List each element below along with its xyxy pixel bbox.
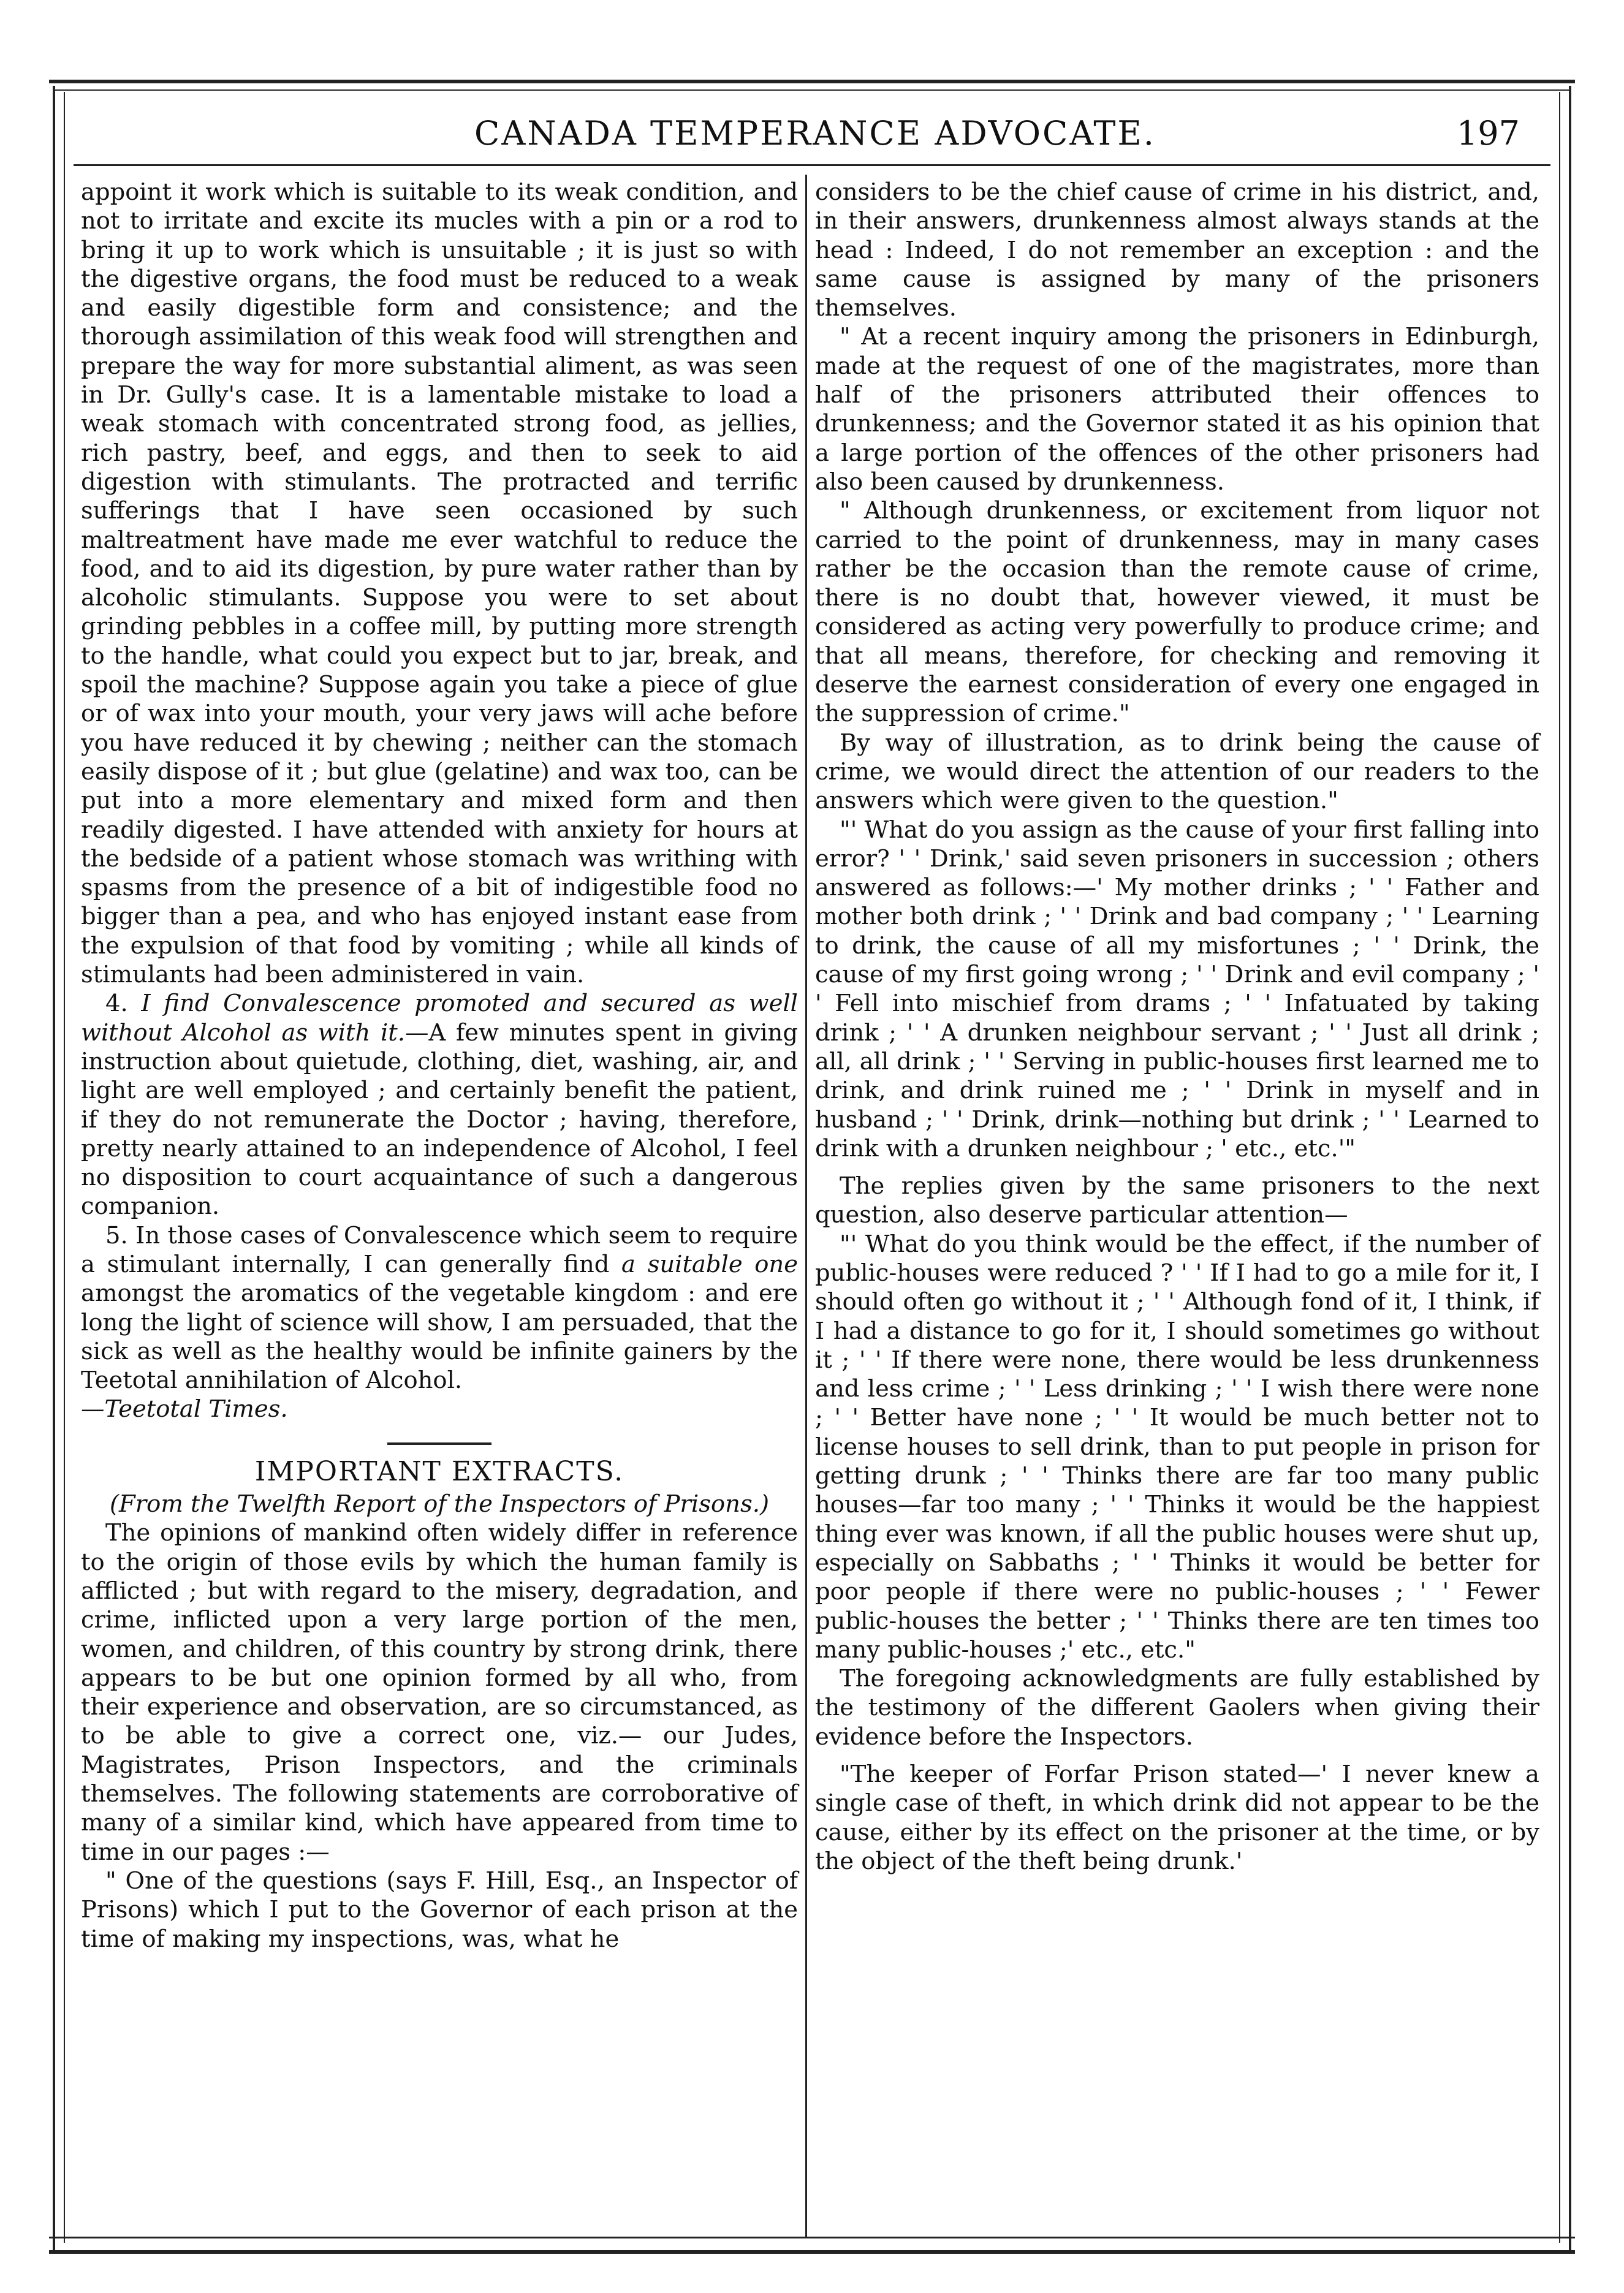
paragraph: considers to be the chief cause of crime in his district, and, in their answers, drunkenness almost always stands at the head : Indeed, I do not remember an exception : and the same cause is assigned by many of the prisoners themselves.: [815, 178, 1539, 322]
header-rule: [74, 164, 1550, 166]
point-heading: I find Convalescence promoted and secured as well without Alcohol as with it.: [81, 990, 798, 1047]
top-border-rule-inner: [55, 89, 1569, 91]
source-text: —Teetotal Times.: [81, 1395, 288, 1423]
paragraph: The replies given by the same prisoners to the next question, also deserve particular attention—: [815, 1172, 1539, 1229]
section-divider: [387, 1442, 491, 1445]
point-text: —A few minutes spent in giving instruction about quietude, clothing, diet, washing, air, and light are well employed ; and certainly benefit the patient, if they do not remunerate the Doctor ; having, therefore, pretty nearly attained to an independence of Alcohol, I feel no disposition to court acquaintance of such a dangerous companion.: [81, 1018, 798, 1221]
paragraph: "The keeper of Forfar Prison stated—' I never knew a single case of theft, in which drink did not appear to be the cause, either by its effect on the prisoner at the time, or by the object of the theft being drunk.': [815, 1760, 1539, 1875]
left-border-rule-inner: [64, 92, 65, 2243]
publication-title: CANADA TEMPERANCE ADVOCATE.: [474, 114, 1156, 153]
point-text: 5. In those cases of Convalescence which seem to require a stimulant internally, I can generally find: [81, 1221, 798, 1278]
paragraph: appoint it work which is suitable to its weak condition, and not to irritate and excite its mucles with a pin or a rod to bring it up to work which is unsuitable ; it is just so with the digestive organs, the food must be reduced to a weak and easily digestible form and consistence; and the thorough assimilation of this weak food will strengthen and prepare the way for more substantial aliment, as was seen in Dr. Gully's case. It is a lamentable mistake to load a weak stomach with concentrated strong food, as jellies, rich pastry, beef, and eggs, and then to seek to aid digestion with stimulants. The protracted and terrific sufferings that I have seen occasioned by such maltreatment have made me ever watchful to reduce the food, and to aid its digestion, by pure water rather than by alcoholic stimulants. Suppose you were to set about grinding pebbles in a coffee mill, by putting more strength to the handle, what could you expect but to jar, break, and spoil the machine? Suppose again you take a piece of glue or of wax into your mouth, your very jaws will ache before you have reduced it by chewing ; neither can the stomach easily dispose of it ; but glue (gelatine) and wax too, can be put into a more elementary and mixed form and then readily digested. I have attended with anxiety for hours at the bedside of a patient whose stomach was writhing with spasms from the presence of a bit of indigestible food no bigger than a pea, and who has enjoyed instant ease from the expulsion of that food by vomiting ; while all kinds of stimulants had been administered in vain.: [81, 178, 798, 989]
section-title: IMPORTANT EXTRACTS.: [254, 1455, 624, 1487]
paragraph: The foregoing acknowledgments are fully established by the testimony of the different Gaolers when giving their evidence before the Inspectors.: [815, 1665, 1539, 1751]
point-text: amongst the aromatics of the vegetable kingdom : and ere long the light of science will show, I am persuaded, that the sick as well as the healthy would be infinite gainers by the Teetotal annihilation of Alcohol.: [81, 1279, 798, 1395]
section-subtitle: (From the Twelfth Report of the Inspectors of Prisons.): [110, 1490, 769, 1518]
right-column: [815, 178, 1539, 1876]
paragraph: " At a recent inquiry among the prisoners in Edinburgh, made at the request of one of the magistrates, more than half of the prisoners attributed their offences to drunkenness; and the Governor stated it as his opinion that a large portion of the offences of the other prisoners had also been caused by drunkenness.: [815, 323, 1539, 496]
right-border-rule: [1569, 86, 1571, 2252]
paragraph: " One of the questions (says F. Hill, Esq., an Inspector of Prisons) which I put to the Governor of each prison at the time of making my inspections, was, what he: [81, 1867, 798, 1953]
point-number: 4.: [105, 990, 142, 1018]
left-border-rule: [53, 86, 55, 2252]
page-header: [92, 110, 1538, 159]
bottom-border-rule-outer: [49, 2250, 1575, 2254]
spacer: [815, 1751, 1539, 1760]
top-border-rule: [49, 80, 1575, 83]
paragraph: "' What do you assign as the cause of your first falling into error? ' ' Drink,' said seven prisoners in succession ; others answered as follows:—' My mother drinks ; ' ' Father and mother both drink ; ' ' Drink and bad company ; ' ' Learning to drink, the cause of all my misfortunes ; ' ' Drink, the cause of my first going wrong ; ' ' Drink and evil company ; ' ' Fell into mischief from drams ; ' ' Infatuated by taking drink ; ' ' A drunken neighbour servant ; ' ' Just all drink ; all, all drink ; ' ' Serving in public-houses first learned me to drink, and drink ruined me ; ' ' Drink in myself and in husband ; ' ' Drink, drink—nothing but drink ; ' ' Learned to drink with a drunken neighbour ; ' etc., etc.'": [815, 816, 1539, 1162]
paragraph-point-5: [81, 1221, 798, 1395]
paragraph: By way of illustration, as to drink being the cause of crime, we would direct the attention of our readers to the answers which were given to the question.": [815, 729, 1539, 815]
spacer: [815, 1163, 1539, 1172]
page-number: 197: [1456, 114, 1520, 153]
paragraph: The opinions of mankind often widely differ in reference to the origin of those evils by which the human family is afflicted ; but with regard to the misery, degradation, and crime, inflicted upon a very large portion of the men, women, and children, of this country by strong drink, there appears to be but one opinion formed by all who, from their experience and observation, are so circumstanced, as to be able to give a correct one, viz.— our Judes, Magistrates, Prison Inspectors, and the criminals themselves. The following statements are corroborative of many of a similar kind, which have appeared from time to time in our pages :—: [81, 1519, 798, 1866]
paragraph: "' What do you think would be the effect, if the number of public-houses were reduced ? ' ' If I had to go a mile for it, I should often go without it ; ' ' Although fond of it, I think, if I had a distance to go for it, I should sometimes go without it ; ' ' If there were none, there would be less drunkenness and less crime ; ' ' Less drinking ; ' ' I wish there were none ; ' ' Better have none ; ' ' It would be much better not to license houses to sell drink, than to put people in prison for getting drunk ; ' ' Thinks there are far too many public houses—far too many ; ' ' Thinks it would be the happiest thing ever was known, if all the public houses were shut up, especially on Sabbaths ; ' ' Thinks it would be better for poor people if there were no public-houses ; ' ' Fewer public-houses the better ; ' ' Thinks there are ten times too many public-houses ;' etc., etc.": [815, 1230, 1539, 1664]
source-credit: [81, 1395, 798, 1423]
emphasis: a suitable one: [621, 1250, 798, 1278]
paragraph-point-4: [81, 989, 798, 1221]
left-column: [81, 178, 798, 1954]
right-border-rule-inner: [1559, 92, 1560, 2243]
bottom-border-rule: [49, 2237, 1575, 2238]
paragraph: " Although drunkenness, or excitement from liquor not carried to the point of drunkenness, may in many cases rather be the occasion than the remote cause of crime, there is no doubt that, however viewed, it must be considered as acting very powerfully to produce crime; and that all means, therefore, for checking and removing it deserve the earnest consideration of every one engaged in the suppression of crime.": [815, 497, 1539, 728]
column-divider: [805, 175, 807, 2237]
